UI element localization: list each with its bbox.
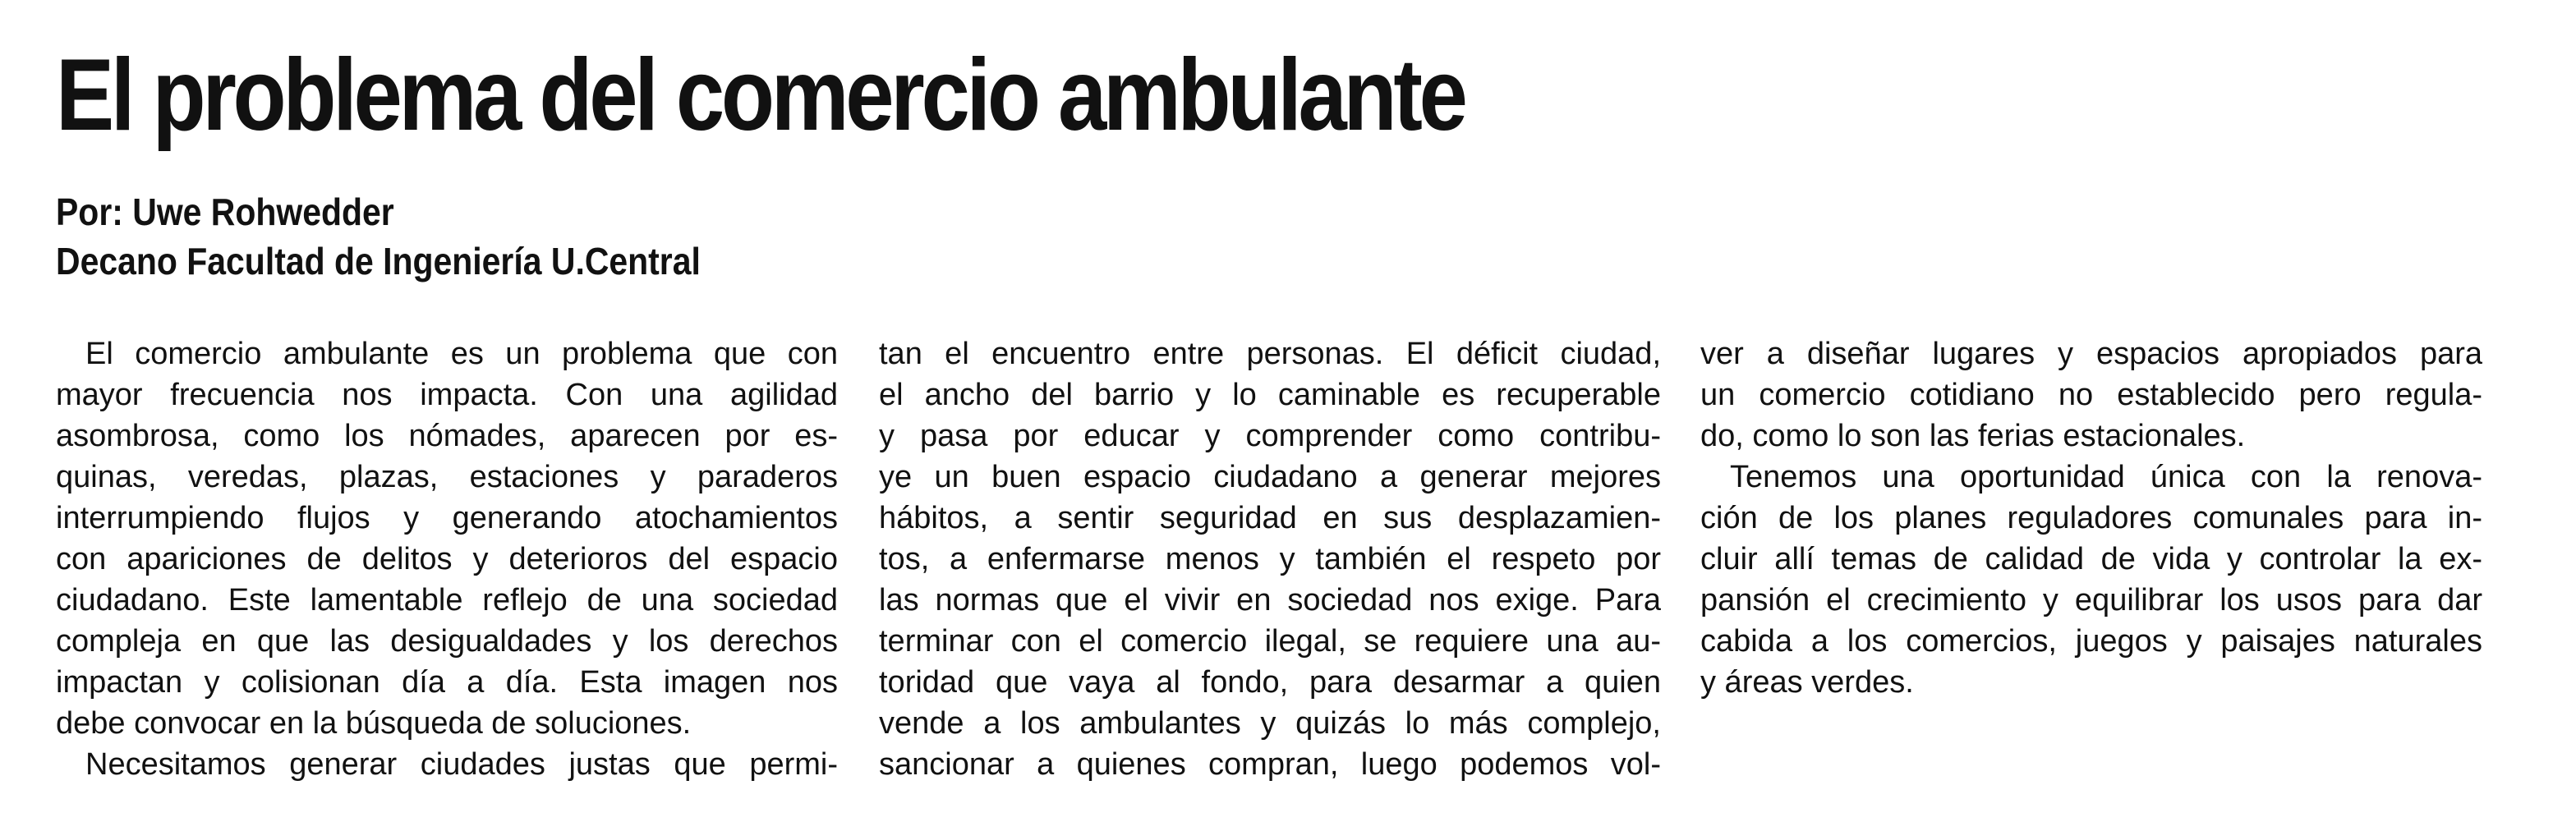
body-text-line: y áreas verdes. (1700, 665, 1914, 700)
body-text-line: debe convocar en la búsqueda de soluciones. (56, 706, 692, 741)
body-text-line: hábitos, a sentir seguridad en sus desplazamien- (879, 501, 1661, 535)
body-text-line: interrumpiendo flujos y generando atochamientos (56, 501, 838, 535)
body-text-line: cluir allí temas de calidad de vida y controlar la ex- (1700, 542, 2482, 576)
body-text-line: sancionar a quienes compran, luego podemos vol- (879, 747, 1661, 782)
body-text-line: El comercio ambulante es un problema que con (85, 337, 838, 371)
body-text-line: tos, a enfermarse menos y también el respeto por (879, 542, 1661, 576)
article-title: El problema del comercio ambulante (56, 39, 1465, 152)
body-text-line: con apariciones de delitos y deterioros del espacio (56, 542, 838, 576)
author-name: Por: Uwe Rohwedder (56, 191, 394, 233)
body-text-line: mayor frecuencia nos impacta. Con una agilidad (56, 378, 838, 412)
article-column-3 (1700, 333, 2482, 703)
body-text-line: tan el encuentro entre personas. El déficit ciudad, (879, 337, 1661, 371)
author-role: Decano Facultad de Ingeniería U.Central (56, 240, 701, 282)
article-column-2 (879, 333, 1661, 785)
body-text-line: terminar con el comercio ilegal, se requiere una au- (879, 624, 1661, 659)
body-text-line: asombrosa, como los nómades, aparecen por es- (56, 419, 838, 453)
body-text-line: las normas que el vivir en sociedad nos exige. Para (879, 583, 1661, 618)
body-text-line: do, como lo son las ferias estacionales. (1700, 419, 2246, 453)
body-text-line: ción de los planes reguladores comunales para in- (1700, 501, 2482, 535)
body-text-line: impactan y colisionan día a día. Esta imagen nos (56, 665, 838, 700)
body-text-line: el ancho del barrio y lo caminable es recuperable (879, 378, 1661, 412)
body-text-line: ver a diseñar lugares y espacios apropiados para (1700, 337, 2482, 371)
body-text-line: vende a los ambulantes y quizás lo más complejo, (879, 706, 1661, 741)
article-column-1 (56, 333, 838, 785)
body-text-line: Tenemos una oportunidad única con la renova- (1730, 460, 2482, 494)
body-text-line: Necesitamos generar ciudades justas que permi- (85, 747, 838, 782)
body-text-line: y pasa por educar y comprender como contribu- (879, 419, 1661, 453)
body-text-line: cabida a los comercios, juegos y paisajes naturales (1700, 624, 2482, 659)
body-text-line: pansión el crecimiento y equilibrar los usos para dar (1700, 583, 2482, 618)
body-text-line: compleja en que las desigualdades y los derechos (56, 624, 838, 659)
body-text-line: ciudadano. Este lamentable reflejo de una sociedad (56, 583, 838, 618)
body-text-line: toridad que vaya al fondo, para desarmar a quien (879, 665, 1661, 700)
body-text-line: ye un buen espacio ciudadano a generar mejores (879, 460, 1661, 494)
byline (56, 187, 1079, 286)
body-text-line: quinas, veredas, plazas, estaciones y paraderos (56, 460, 838, 494)
body-text-line: un comercio cotidiano no establecido pero regula- (1700, 378, 2482, 412)
